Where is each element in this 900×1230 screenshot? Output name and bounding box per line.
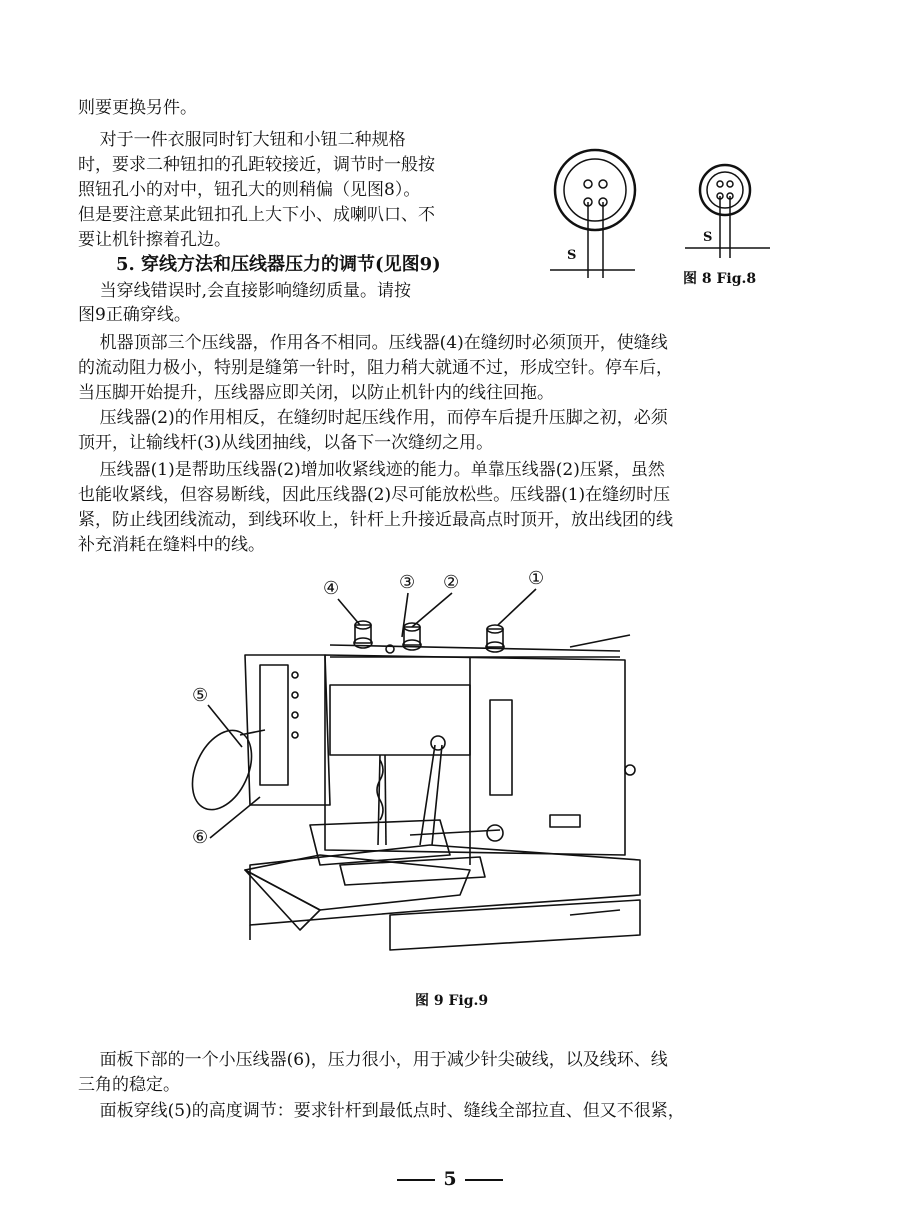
callout-5: ⑤ [192, 685, 209, 706]
section-heading: 5. 穿线方法和压线器压力的调节(见图9) [116, 254, 441, 275]
text-line: 当穿线错误时,会直接影响缝纫质量。请按 [78, 281, 412, 301]
page-number-text: 5 [443, 1168, 457, 1190]
callout-6: ⑥ [192, 827, 209, 848]
callout-2: ② [443, 572, 460, 593]
text-line: 照钮孔小的对中，钮孔大的则稍偏（见图8）。 [78, 180, 421, 200]
figure-9-caption: 图 9 Fig.9 [415, 993, 489, 1009]
button-illustration [545, 140, 785, 280]
footer-dash [465, 1179, 503, 1181]
figure-8 [545, 140, 785, 280]
text-line: 压线器(1)是帮助压线器(2)增加收紧线迹的能力。单靠压线器(2)压紧，虽然 [78, 460, 665, 480]
text-line: 当压脚开始提升，压线器应即关闭，以防止机针内的线往回拖。 [78, 383, 554, 403]
text-line: 也能收紧线，但容易断线，因此压线器(2)尽可能放松些。压线器(1)在缝纫时压 [78, 485, 671, 505]
callout-4: ④ [323, 578, 340, 599]
text-line: 机器顶部三个压线器，作用各不相同。压线器(4)在缝纫时必须顶开，使缝线 [78, 333, 668, 353]
page-number [0, 1168, 900, 1190]
text-line: 压线器(2)的作用相反，在缝纫时起压线作用，而停车后提升压脚之初，必须 [78, 408, 668, 428]
text-line: 要让机针擦着孔边。 [78, 230, 231, 250]
fig8-label-s: S [703, 230, 713, 245]
text-line: 补充消耗在缝料中的线。 [78, 535, 265, 555]
fig8-label-s: S [567, 248, 577, 263]
text-line: 则要更换另件。 [78, 98, 197, 118]
text-line: 图9正确穿线。 [78, 305, 191, 325]
text-line: 顶开，让输线杆(3)从线团抽线，以备下一次缝纫之用。 [78, 433, 494, 453]
sewing-machine-illustration [180, 565, 700, 975]
text-line: 紧，防止线团线流动，到线环收上，针杆上升接近最高点时顶开，放出线团的线 [78, 510, 673, 530]
figure-9 [180, 565, 700, 975]
text-line: 面板穿线(5)的高度调节：要求针杆到最低点时、缝线全部拉直、但又不很紧， [78, 1101, 685, 1121]
text-line: 时，要求二种钮扣的孔距较接近，调节时一般按 [78, 155, 435, 175]
text-line: 三角的稳定。 [78, 1075, 180, 1095]
callout-3: ③ [399, 572, 416, 593]
text-line: 的流动阻力极小，特别是缝第一针时，阻力稍大就通不过，形成空针。停车后， [78, 358, 673, 378]
text-line: 但是要注意某此钮扣孔上大下小、成喇叭口、不 [78, 205, 435, 225]
footer-dash [397, 1179, 435, 1181]
callout-1: ① [528, 568, 545, 589]
text-line: 对于一件衣服同时钉大钮和小钮二种规格 [78, 130, 406, 150]
figure-8-caption: 图 8 Fig.8 [683, 271, 757, 287]
text-line: 面板下部的一个小压线器(6)，压力很小，用于减少针尖破线，以及线环、线 [78, 1050, 668, 1070]
